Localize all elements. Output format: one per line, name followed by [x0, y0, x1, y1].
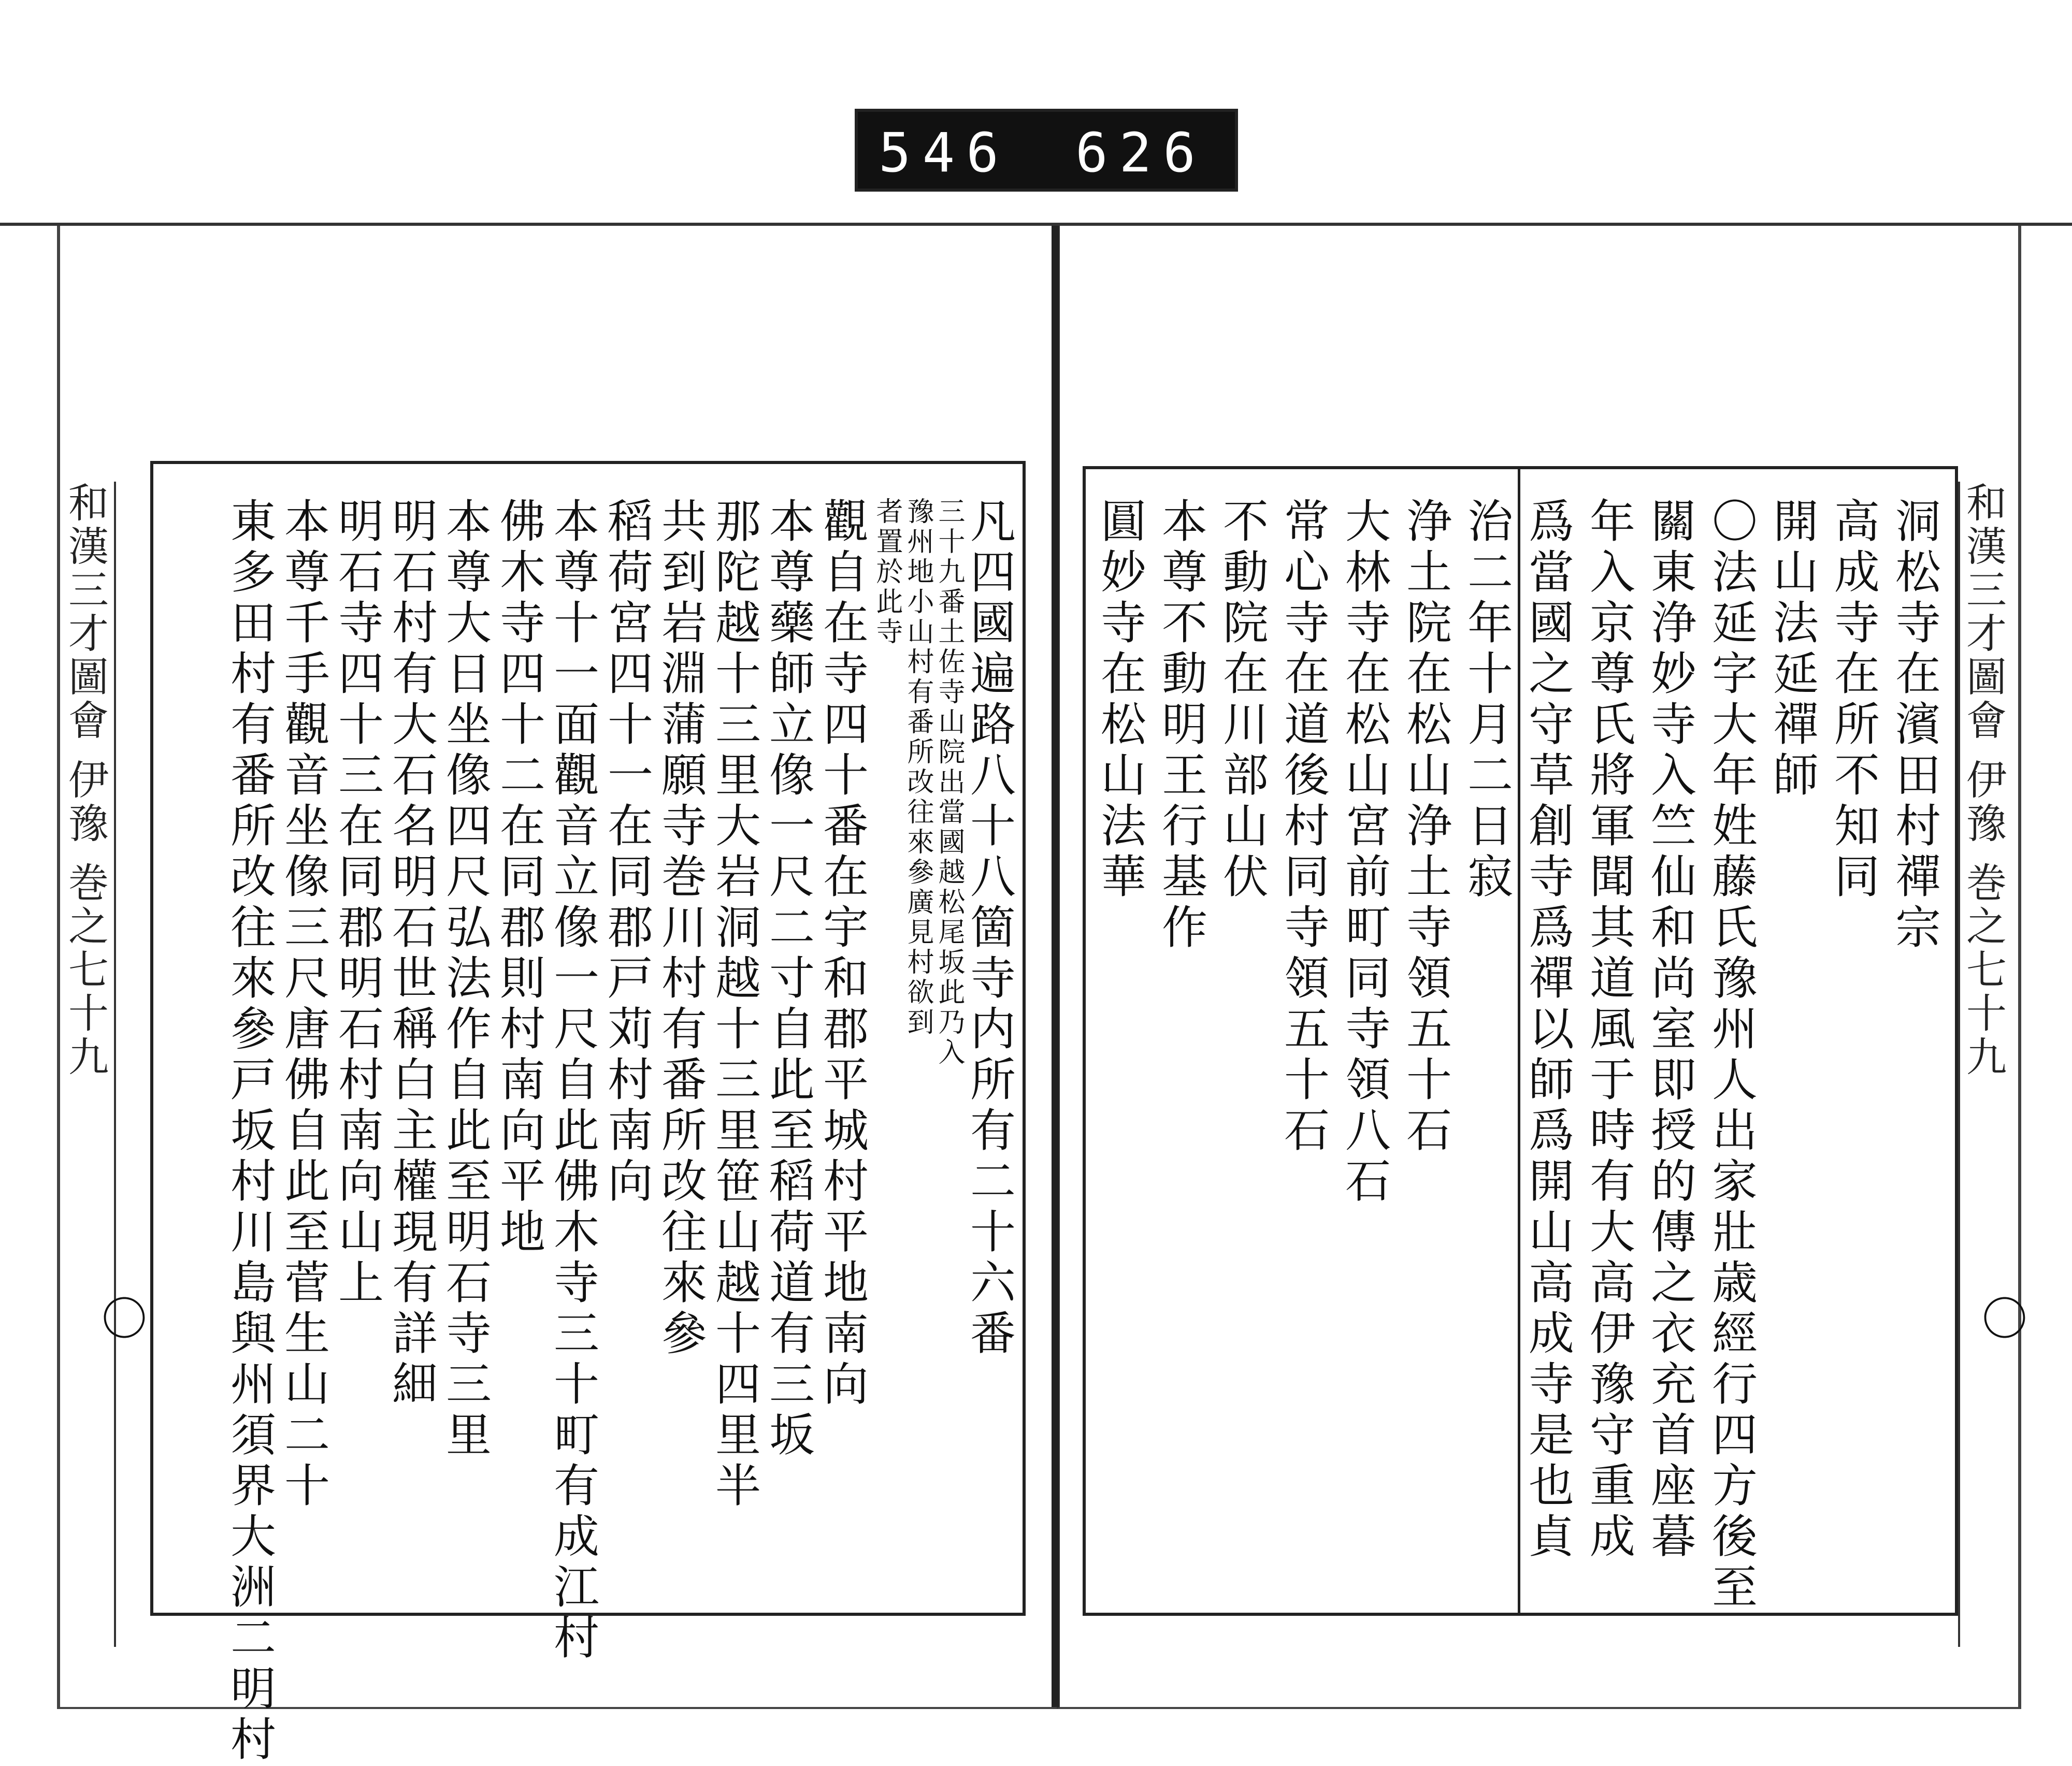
left-page-column: 共到岩淵蒲願寺巻川村有番所改往來參	[654, 497, 708, 1360]
left-page-column: 明石村有大石名明石世稱白主權現有詳細	[385, 497, 438, 1411]
left-page-column: 東多田村有番所改往來參戸坂村川島與州須界大洲二明村	[223, 497, 277, 1766]
page-marker-right: 〇	[1975, 1295, 2028, 1340]
left-page-column: 本尊藥師立像一尺二寸自此至稻荷道有三坂	[762, 497, 815, 1461]
right-page-column: 治二年十月二日寂	[1460, 497, 1514, 903]
right-page-column: 關東浄妙寺入竺仙和尚室即授的傳之衣充首座暮	[1644, 497, 1697, 1563]
right-page-column: 洞松寺在濱田村禪宗	[1888, 497, 1941, 954]
right-page-column: 開山法延禪師	[1766, 497, 1819, 802]
left-page-column: 豫州地小山村有番所改往來參廣見村欲到	[902, 497, 933, 1038]
left-page-column: 佛木寺四十二在同郡則村南向平地	[493, 497, 546, 1258]
left-page-column: 三十九番土佐寺山院出當國越松尾坂此乃入	[933, 497, 965, 1068]
right-page-rule	[1518, 466, 1520, 1616]
right-page-column: 年入京尊氏將軍聞其道風于時有大高伊豫守重成	[1582, 497, 1636, 1563]
right-page-column: 爲當國之守草創寺爲禪以師爲開山高成寺是也貞	[1521, 497, 1575, 1563]
left-page-column: 觀自在寺四十番在宇和郡平城村平地南向	[816, 497, 869, 1411]
left-page-column: 凡四國遍路八十八箇寺内所有二十六番	[963, 497, 1016, 1360]
archive-number-right: 626	[1075, 121, 1207, 184]
right-page-header: 和漢三才圖會 伊豫 巻之七十九	[1958, 482, 2012, 1647]
left-page-column: 者置於此寺	[871, 497, 902, 647]
right-page-column: 浄土院在松山浄土寺領五十石	[1399, 497, 1452, 1157]
right-page-column: 大林寺在松山宮前町同寺領八石	[1338, 497, 1391, 1208]
archive-tag	[855, 109, 1238, 192]
left-page-column: 本尊千手觀音坐像三尺唐佛自此至菅生山二十	[277, 497, 330, 1512]
left-page-column: 稻荷宮四十一在同郡戸苅村南向	[600, 497, 654, 1208]
left-page-column: 那陀越十三里大岩洞越十三里笹山越十四里半	[708, 497, 761, 1512]
right-page-column: 本尊不動明王行基作	[1155, 497, 1208, 954]
page-marker-left: 〇	[94, 1295, 148, 1340]
left-page-header: 和漢三才圖會 伊豫 巻之七十九	[78, 482, 116, 1647]
left-page-column: 本尊大日坐像四尺弘法作自此至明石寺三里	[439, 497, 492, 1461]
right-page-column: 不動院在川部山伏	[1216, 497, 1269, 903]
archive-number-left: 546	[879, 121, 1010, 184]
right-page-column: 〇法延字大年姓藤氏豫州人出家壯歳經行四方後至	[1705, 497, 1758, 1614]
book-gutter	[1052, 226, 1059, 1707]
right-page-column: 常心寺在道後村同寺領五十石	[1277, 497, 1330, 1157]
right-page-column: 圓妙寺在松山法華	[1093, 497, 1147, 903]
left-page-column: 明石寺四十三在同郡明石村南向山上	[331, 497, 384, 1309]
right-page-column: 高成寺在所不知同	[1827, 497, 1880, 903]
left-page-column: 本尊十一面觀音立像一尺自此佛木寺三十町有成江村	[546, 497, 600, 1664]
